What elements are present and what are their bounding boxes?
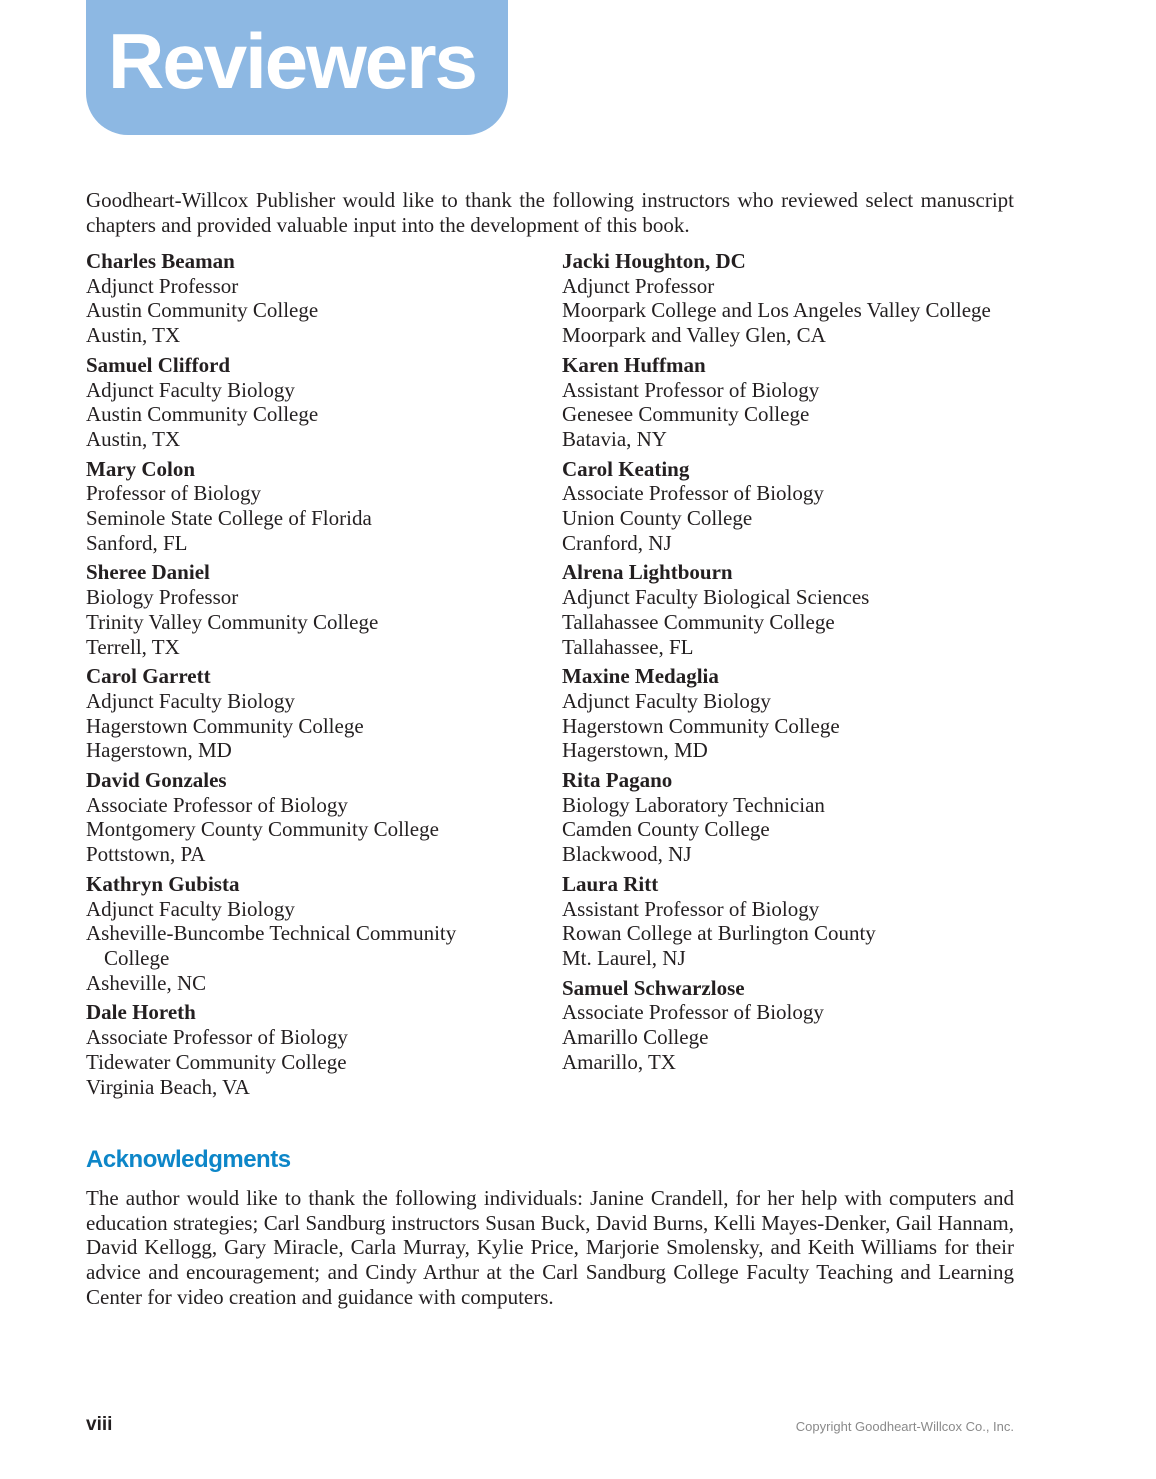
reviewer-entry xyxy=(562,976,1022,1075)
reviewer-name: Karen Huffman xyxy=(562,352,706,377)
reviewer-title: Associate Professor of Biology xyxy=(86,1025,348,1050)
reviewer-name: Dale Horeth xyxy=(86,1000,196,1025)
reviewers-right-column xyxy=(562,249,1022,1080)
reviewer-institution: Hagerstown Community College xyxy=(86,713,364,738)
reviewer-entry xyxy=(86,768,496,867)
reviewer-location: Tallahassee, FL xyxy=(562,634,694,659)
reviewer-location: Austin, TX xyxy=(86,426,181,451)
reviewer-location: Cranford, NJ xyxy=(562,530,672,555)
reviewer-name: Samuel Schwarzlose xyxy=(562,975,745,1000)
reviewer-name: Charles Beaman xyxy=(86,249,235,273)
reviewer-title: Biology Laboratory Technician xyxy=(562,792,825,817)
reviewer-institution: Montgomery County Community College xyxy=(86,817,439,842)
reviewer-entry xyxy=(562,768,1022,867)
reviewer-entry xyxy=(562,560,1022,659)
reviewer-name: Laura Ritt xyxy=(562,871,659,896)
reviewer-title: Assistant Professor of Biology xyxy=(562,896,820,921)
reviewer-name: Carol Garrett xyxy=(86,664,211,689)
reviewer-name: Jacki Houghton, DC xyxy=(562,249,746,273)
reviewer-name: Carol Keating xyxy=(562,456,690,481)
reviewer-title: Associate Professor of Biology xyxy=(86,792,348,817)
reviewer-location: Moorpark and Valley Glen, CA xyxy=(562,323,826,348)
reviewer-institution: Rowan College at Burlington County xyxy=(562,921,876,946)
reviewer-name: Alrena Lightbourn xyxy=(562,560,733,585)
reviewer-institution: Moorpark College and Los Angeles Valley College xyxy=(562,298,991,323)
reviewer-title: Adjunct Professor xyxy=(562,273,715,298)
reviewer-location: Pottstown, PA xyxy=(86,842,206,867)
reviewer-institution: Camden County College xyxy=(562,817,770,842)
reviewer-institution: Austin Community College xyxy=(86,402,319,427)
reviewer-name: Kathryn Gubista xyxy=(86,871,240,896)
page-title: Reviewers xyxy=(108,17,476,105)
reviewer-entry xyxy=(86,1000,496,1099)
reviewer-entry xyxy=(562,872,1022,971)
copyright-notice: Copyright Goodheart-Willcox Co., Inc. xyxy=(795,1419,1014,1434)
reviewer-title: Professor of Biology xyxy=(86,481,261,506)
reviewer-name: Maxine Medaglia xyxy=(562,664,719,689)
reviewer-entry xyxy=(562,457,1022,556)
reviewer-location: Hagerstown, MD xyxy=(562,738,708,763)
reviewer-title: Adjunct Faculty Biological Sciences xyxy=(562,585,870,610)
reviewer-title: Adjunct Professor xyxy=(86,273,239,298)
intro-paragraph: Goodheart-Willcox Publisher would like to thank the following instructors who reviewed select manuscript chapters and provided valuable input into the development of this book. xyxy=(86,188,1014,237)
page-number: viii xyxy=(86,1414,113,1435)
reviewer-title: Biology Professor xyxy=(86,585,239,610)
reviewer-institution: Tallahassee Community College xyxy=(562,609,835,634)
reviewer-title: Adjunct Faculty Biology xyxy=(86,896,295,921)
reviewer-institution: Amarillo College xyxy=(562,1025,709,1050)
reviewer-institution: Hagerstown Community College xyxy=(562,713,840,738)
reviewer-location: Austin, TX xyxy=(86,323,181,348)
reviewer-entry xyxy=(86,872,496,996)
reviewer-location: Sanford, FL xyxy=(86,530,188,555)
reviewer-title: Assistant Professor of Biology xyxy=(562,377,820,402)
reviewer-institution: Genesee Community College xyxy=(562,402,810,427)
reviewer-title: Associate Professor of Biology xyxy=(562,481,824,506)
reviewer-entry xyxy=(86,664,496,763)
reviewer-title: Associate Professor of Biology xyxy=(562,1000,824,1025)
reviewer-institution: Union County College xyxy=(562,506,753,531)
reviewer-name: Samuel Clifford xyxy=(86,352,231,377)
reviewer-title: Adjunct Faculty Biology xyxy=(86,688,295,713)
reviewer-institution: Tidewater Community College xyxy=(86,1049,347,1074)
title-banner xyxy=(86,0,508,135)
reviewers-left-column xyxy=(86,249,496,1104)
reviewer-institution: Seminole State College of Florida xyxy=(86,506,372,531)
reviewer-entry xyxy=(86,560,496,659)
reviewer-entry xyxy=(562,664,1022,763)
reviewer-location: Asheville, NC xyxy=(86,970,207,995)
reviewer-location: Batavia, NY xyxy=(562,426,667,451)
reviewer-entry xyxy=(86,457,496,556)
acknowledgments-heading: Acknowledgments xyxy=(86,1146,291,1173)
reviewer-institution: Trinity Valley Community College xyxy=(86,609,379,634)
reviewer-institution: Austin Community College xyxy=(86,298,319,323)
reviewer-location: Blackwood, NJ xyxy=(562,842,692,867)
reviewer-entry xyxy=(86,353,496,452)
reviewer-location: Mt. Laurel, NJ xyxy=(562,945,686,970)
acknowledgments-paragraph: The author would like to thank the following individuals: Janine Crandell, for her help with computers and education strategies; Carl Sandburg instructors Susan Buck, David Burns, Kelli Mayes-Denker, Gail Hannam, David Kellogg, Gary Miracle, Carla Murray, Kylie Price, Marjorie Smolensky, and Keith Williams for their advice and encouragement; and Cindy Arthur at the Carl Sandburg College Faculty Teaching and Learning Center for video creation and guidance with computers. xyxy=(86,1186,1014,1309)
reviewer-location: Hagerstown, MD xyxy=(86,738,232,763)
reviewer-location: Virginia Beach, VA xyxy=(86,1074,250,1099)
reviewer-title: Adjunct Faculty Biology xyxy=(86,377,295,402)
reviewer-name: Mary Colon xyxy=(86,456,196,481)
reviewer-entry xyxy=(562,249,1022,348)
reviewer-name: Rita Pagano xyxy=(562,768,673,793)
reviewer-entry xyxy=(562,353,1022,452)
reviewer-title: Adjunct Faculty Biology xyxy=(562,688,771,713)
reviewer-name: Sheree Daniel xyxy=(86,560,210,585)
reviewer-location: Amarillo, TX xyxy=(562,1049,676,1074)
reviewer-name: David Gonzales xyxy=(86,768,227,793)
reviewer-location: Terrell, TX xyxy=(86,634,180,659)
reviewer-institution: Asheville-Buncombe Technical Community College xyxy=(86,921,457,970)
reviewer-entry xyxy=(86,249,496,348)
